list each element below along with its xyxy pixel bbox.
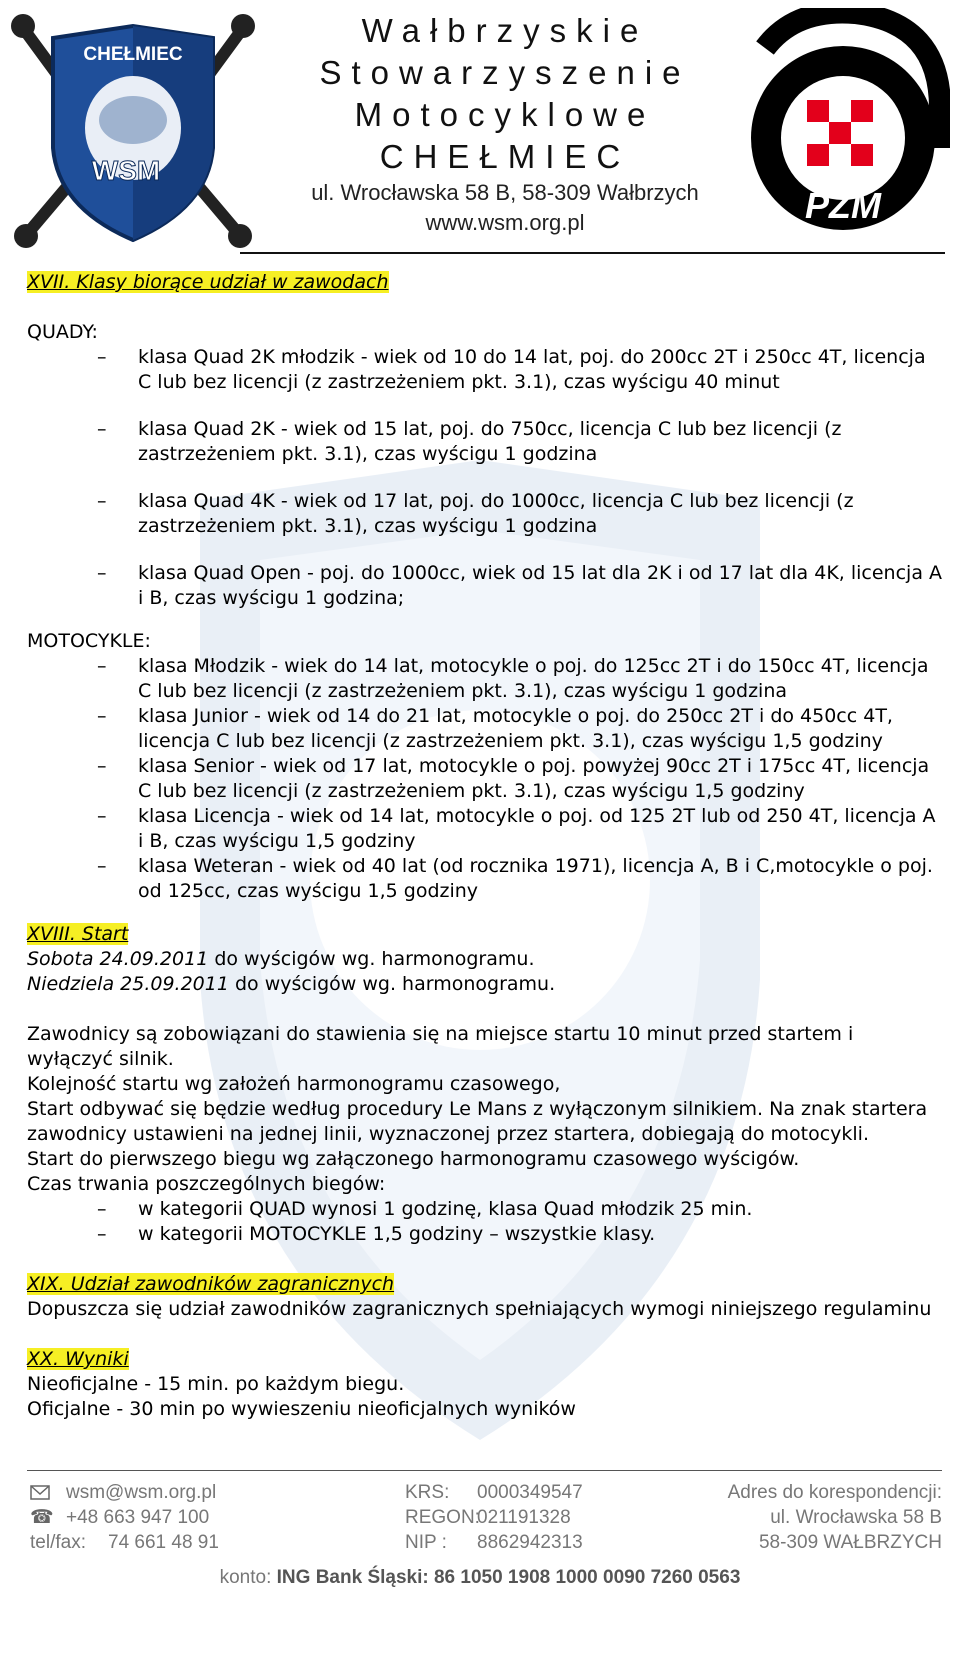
- section-title: XVII. Klasy biorące udział w zawodach: [27, 271, 389, 293]
- saturday-note: do wyścigów wg. harmonogramu.: [208, 948, 535, 970]
- section-xx: [27, 1347, 942, 1422]
- sunday-date: Niedziela 25.09.2011: [27, 973, 229, 995]
- list-item: – w kategorii QUAD wynosi 1 godzinę, klasa Quad młodzik 25 min.: [27, 1197, 942, 1222]
- paragraph: Oficjalne - 30 min po wywieszeniu nieoficjalnych wyników: [27, 1398, 576, 1420]
- letterhead-footer: [0, 1470, 960, 1666]
- saturday-date: Sobota 24.09.2011: [27, 948, 209, 970]
- sunday-note: do wyścigów wg. harmonogramu.: [228, 973, 556, 995]
- document-body: [27, 270, 942, 1422]
- paragraph: Nieoficjalne - 15 min. po każdym biegu.: [27, 1373, 405, 1395]
- bank-account: ING Bank Śląski: 86 1050 1908 1000 0090 7260 0563: [276, 1567, 741, 1588]
- krs-value: 0000349547: [477, 1482, 583, 1503]
- correspondence-city: 58-309 WAŁBRZYCH: [758, 1532, 942, 1553]
- list-item: – klasa Senior - wiek od 17 lat, motocykle o poj. powyżej 90cc 2T i 175cc 4T, licencja C lub bez licencji (z zastrzeżeniem pkt. 3.1), czas wyścigu 1,5 godziny: [27, 754, 942, 804]
- svg-text:PZM: PZM: [805, 185, 881, 226]
- bank-label: konto:: [219, 1567, 272, 1588]
- list-item: – klasa Junior - wiek od 14 do 21 lat, motocykle o poj. do 250cc 2T i do 450cc 4T, licencja C lub bez licencji (z zastrzeżeniem pkt. 3.1), czas wyścigu 1,5 godziny: [27, 704, 942, 754]
- list-item: – klasa Licencja - wiek od 14 lat, motocykle o poj. od 125 2T lub od 250 4T, licencja A i B, czas wyścigu 1,5 godziny: [27, 804, 942, 854]
- telfax-label: tel/fax:: [30, 1532, 86, 1553]
- footer-telfax: 74 661 48 91: [108, 1532, 219, 1553]
- moto-class-list: [27, 654, 942, 904]
- paragraph: Start do pierwszego biegu wg załączonego harmonogramu czasowego wyścigów.: [27, 1148, 800, 1170]
- list-item: – klasa Quad 2K - wiek od 15 lat, poj. do 750cc, licencja C lub bez licencji (z zastrzeżeniem pkt. 3.1), czas wyścigu 1 godzina: [27, 417, 942, 467]
- nip-label: NIP :: [405, 1532, 447, 1553]
- org-address: ul. Wrocławska 58 B, 58-309 Wałbrzych: [311, 180, 699, 205]
- footer-email: wsm@wsm.org.pl: [66, 1482, 217, 1503]
- section-title: XVIII. Start: [27, 923, 129, 945]
- footer-correspondence: [655, 1480, 942, 1555]
- list-item: – klasa Quad 2K młodzik - wiek od 10 do 14 lat, poj. do 200cc 2T i 250cc 4T, licencja C lub bez licencji (z zastrzeżeniem pkt. 3.1), czas wyścigu 40 minut: [27, 345, 942, 395]
- org-website: www.wsm.org.pl: [425, 210, 585, 235]
- wsm-chelmiec-logo: [8, 8, 258, 248]
- list-item: – klasa Quad Open - poj. do 1000cc, wiek od 15 lat dla 2K i od 17 lat dla 4K, licencja A i B, czas wyścigu 1 godzina;: [27, 561, 942, 611]
- regon-value: 021191328: [477, 1507, 571, 1528]
- paragraph: Start odbywać się będzie według procedury Le Mans z wyłączonym silnikiem. Na znak startera zawodnicy ustawieni na jednej linii, wyznaczonej przez startera, dobiegają do motocykli.: [27, 1098, 928, 1145]
- section-title: XIX. Udział zawodników zagranicznych: [27, 1273, 395, 1295]
- nip-value: 8862942313: [477, 1532, 583, 1553]
- pzm-logo: [735, 8, 950, 243]
- paragraph: Czas trwania poszczególnych biegów:: [27, 1173, 386, 1195]
- svg-text:WSM: WSM: [91, 155, 161, 186]
- header-rule: [240, 252, 945, 254]
- heat-duration-list: [27, 1197, 942, 1247]
- org-line-1: Wałbrzyskie: [361, 12, 649, 49]
- list-item: – klasa Młodzik - wiek do 14 lat, motocykle o poj. do 125cc 2T i do 150cc 4T, licencja C lub bez licencji (z zastrzeżeniem pkt. 3.1), czas wyścigu 1 godzina: [27, 654, 942, 704]
- footer-rule: [27, 1470, 942, 1471]
- org-line-4: CHEŁMIEC: [379, 138, 631, 175]
- org-line-2: Stowarzyszenie: [319, 54, 691, 91]
- section-xviii: [27, 922, 942, 1247]
- quady-label: QUADY:: [27, 321, 98, 343]
- section-xvii: [27, 270, 942, 904]
- footer-registration: [405, 1480, 655, 1555]
- envelope-icon: [30, 1485, 66, 1500]
- footer-bank: [0, 1565, 960, 1590]
- list-item: – w kategorii MOTOCYKLE 1,5 godziny – wszystkie klasy.: [27, 1222, 942, 1247]
- motocykle-label: MOTOCYKLE:: [27, 630, 151, 652]
- svg-text:CHEŁMIEC: CHEŁMIEC: [83, 44, 183, 65]
- list-item: – klasa Weteran - wiek od 40 lat (od rocznika 1971), licencja A, B i C,motocykle o poj. od 125cc, czas wyścigu 1,5 godziny: [27, 854, 942, 904]
- phone-icon: ☎: [30, 1507, 54, 1528]
- list-item: – klasa Quad 4K - wiek od 17 lat, poj. do 1000cc, licencja C lub bez licencji (z zastrzeżeniem pkt. 3.1), czas wyścigu 1 godzina: [27, 489, 942, 539]
- section-xix: [27, 1272, 942, 1322]
- correspondence-label: Adres do korespondencji:: [727, 1482, 942, 1503]
- krs-label: KRS:: [405, 1482, 450, 1503]
- quad-class-list: [27, 345, 942, 611]
- footer-phone: +48 663 947 100: [66, 1507, 210, 1528]
- letterhead: [0, 0, 960, 255]
- correspondence-street: ul. Wrocławska 58 B: [770, 1507, 942, 1528]
- organization-name: [280, 10, 730, 238]
- paragraph: Dopuszcza się udział zawodników zagranicznych spełniających wymogi niniejszego regulaminu: [27, 1298, 932, 1320]
- regon-label: REGON:: [405, 1507, 480, 1528]
- section-title: XX. Wyniki: [27, 1348, 129, 1370]
- footer-contact: [30, 1480, 370, 1555]
- paragraph: Kolejność startu wg założeń harmonogramu czasowego,: [27, 1073, 561, 1095]
- org-line-3: Motocyklowe: [354, 96, 656, 133]
- paragraph: Zawodnicy są zobowiązani do stawienia się na miejsce startu 10 minut przed startem i wyłączyć silnik.: [27, 1023, 854, 1070]
